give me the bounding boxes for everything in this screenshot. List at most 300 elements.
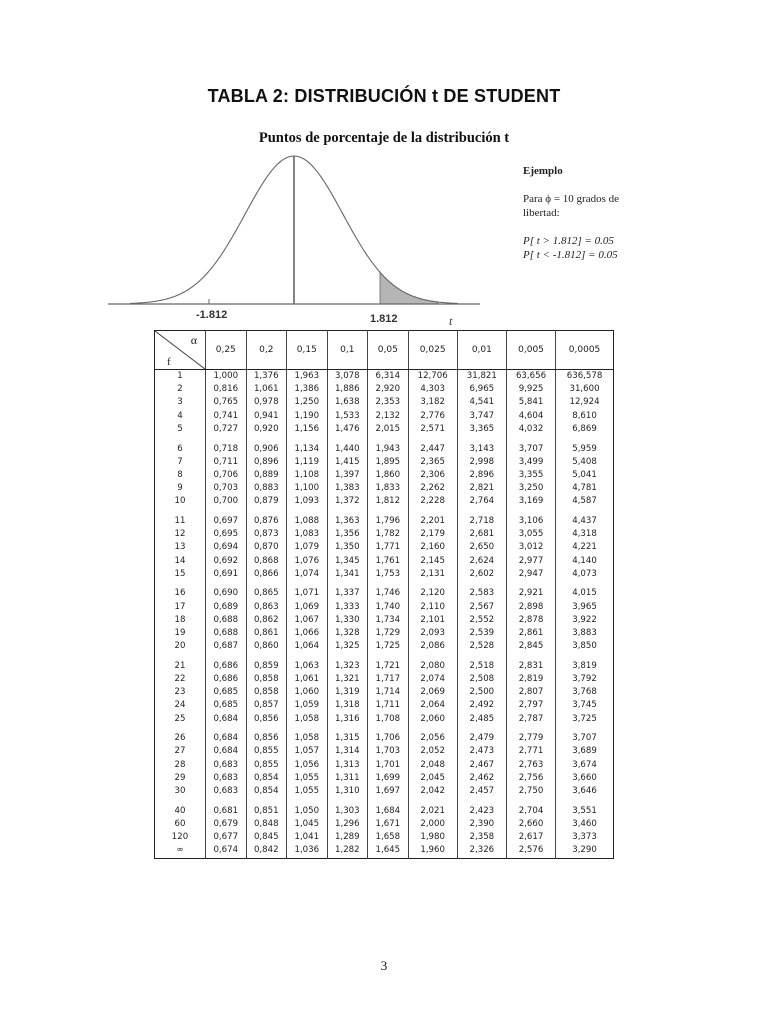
df-cell: 30 [174, 786, 186, 797]
df-cell: 17 [174, 601, 186, 612]
df-cell: 20 [174, 641, 186, 652]
value-cell: 2,110 [408, 601, 457, 614]
value-cell: 1,753 [368, 568, 409, 581]
df-cell: 19 [174, 627, 186, 638]
value-cell: 1,076 [287, 554, 328, 567]
value-cell: 1,000 [206, 370, 247, 384]
table-row [155, 482, 614, 495]
table-row [155, 699, 614, 712]
value-cell: 0,978 [246, 396, 287, 409]
value-cell: 0,688 [206, 627, 247, 640]
value-cell: 2,048 [408, 759, 457, 772]
value-cell: 1,289 [327, 831, 368, 844]
value-cell: 1,740 [368, 601, 409, 614]
value-cell: 2,819 [506, 673, 555, 686]
t-axis-label: t [449, 314, 453, 328]
value-cell: 0,718 [206, 442, 247, 455]
value-cell: 0,889 [246, 469, 287, 482]
value-cell: 2,878 [506, 614, 555, 627]
page-title: TABLA 2: DISTRIBUCIÓN t DE STUDENT [207, 86, 561, 106]
value-cell: 2,750 [506, 785, 555, 798]
table-row [155, 528, 614, 541]
value-cell: 2,787 [506, 713, 555, 726]
df-cell: 27 [174, 746, 186, 757]
table-row [155, 383, 614, 396]
value-cell: 2,262 [408, 482, 457, 495]
value-cell: 12,924 [556, 396, 614, 409]
value-cell: 1,058 [287, 732, 328, 745]
value-cell: 1,325 [327, 640, 368, 653]
df-cell: 1 [177, 371, 183, 382]
value-cell: 1,328 [327, 627, 368, 640]
value-cell: 3,169 [506, 495, 555, 508]
t-table [154, 330, 614, 859]
value-cell: 0,858 [246, 673, 287, 686]
table-row [155, 805, 614, 818]
right-critical-label: 1.812 [370, 313, 398, 325]
value-cell: 3,646 [556, 785, 614, 798]
value-cell: 3,250 [506, 482, 555, 495]
value-cell: 3,745 [556, 699, 614, 712]
value-cell: 1,055 [287, 785, 328, 798]
table-row [155, 745, 614, 758]
value-cell: 2,845 [506, 640, 555, 653]
value-cell: 2,457 [457, 785, 506, 798]
alpha-header: 0,0005 [556, 331, 614, 370]
value-cell: 1,703 [368, 745, 409, 758]
value-cell: 1,050 [287, 805, 328, 818]
df-cell: 8 [177, 469, 183, 480]
value-cell: 2,093 [408, 627, 457, 640]
value-cell: 3,499 [506, 456, 555, 469]
example-text: Para ϕ = 10 grados de libertad: [523, 193, 619, 219]
value-cell: 0,941 [246, 410, 287, 423]
value-cell: 1,658 [368, 831, 409, 844]
example-box [523, 164, 653, 262]
header-row [155, 331, 614, 370]
value-cell: 2,567 [457, 601, 506, 614]
value-cell: 2,764 [457, 495, 506, 508]
value-cell: 5,841 [506, 396, 555, 409]
left-critical-label: -1.812 [196, 309, 228, 321]
table-row [155, 772, 614, 785]
value-cell: 1,061 [287, 673, 328, 686]
value-cell: 2,583 [457, 587, 506, 600]
df-cell: 120 [171, 832, 189, 843]
table-body [155, 370, 614, 859]
value-cell: 1,356 [327, 528, 368, 541]
value-cell: 3,850 [556, 640, 614, 653]
value-cell: 0,686 [206, 660, 247, 673]
df-cell: 13 [174, 542, 186, 553]
value-cell: 2,056 [408, 732, 457, 745]
value-cell: 2,807 [506, 686, 555, 699]
value-cell: 3,365 [457, 423, 506, 436]
value-cell: 3,012 [506, 541, 555, 554]
value-cell: 0,854 [246, 785, 287, 798]
value-cell: 0,868 [246, 554, 287, 567]
value-cell: 2,831 [506, 660, 555, 673]
value-cell: 0,685 [206, 699, 247, 712]
value-cell: 3,674 [556, 759, 614, 772]
value-cell: 0,860 [246, 640, 287, 653]
value-cell: 2,920 [368, 383, 409, 396]
value-cell: 1,963 [287, 370, 328, 384]
value-cell: 1,383 [327, 482, 368, 495]
table-row [155, 660, 614, 673]
value-cell: 1,056 [287, 759, 328, 772]
value-cell: 0,694 [206, 541, 247, 554]
value-cell: 0,677 [206, 831, 247, 844]
value-cell: 2,132 [368, 410, 409, 423]
value-cell: 2,015 [368, 423, 409, 436]
value-cell: 0,695 [206, 528, 247, 541]
value-cell: 1,330 [327, 614, 368, 627]
value-cell: 0,703 [206, 482, 247, 495]
table-row [155, 614, 614, 627]
df-cell: 18 [174, 614, 186, 625]
value-cell: 4,587 [556, 495, 614, 508]
value-cell: 1,036 [287, 844, 328, 859]
value-cell: 0,857 [246, 699, 287, 712]
value-cell: 3,055 [506, 528, 555, 541]
value-cell: 1,782 [368, 528, 409, 541]
value-cell: 2,160 [408, 541, 457, 554]
value-cell: 2,423 [457, 805, 506, 818]
table-row [155, 469, 614, 482]
alpha-header: 0,01 [457, 331, 506, 370]
value-cell: 3,707 [556, 732, 614, 745]
alpha-header: 0,2 [246, 331, 287, 370]
value-cell: 1,895 [368, 456, 409, 469]
table-row [155, 495, 614, 508]
value-cell: 2,977 [506, 554, 555, 567]
value-cell: 2,763 [506, 759, 555, 772]
df-cell: 28 [174, 759, 186, 770]
alpha-header: 0,25 [206, 331, 247, 370]
value-cell: 5,959 [556, 442, 614, 455]
df-cell: 4 [177, 410, 183, 421]
value-cell: 5,041 [556, 469, 614, 482]
value-cell: 1,063 [287, 660, 328, 673]
value-cell: 1,313 [327, 759, 368, 772]
value-cell: 4,318 [556, 528, 614, 541]
value-cell: 1,321 [327, 673, 368, 686]
value-cell: 1,645 [368, 844, 409, 859]
value-cell: 12,706 [408, 370, 457, 384]
value-cell: 2,462 [457, 772, 506, 785]
value-cell: 1,796 [368, 515, 409, 528]
value-cell: 1,296 [327, 818, 368, 831]
value-cell: 8,610 [556, 410, 614, 423]
alpha-header: 0,05 [368, 331, 409, 370]
value-cell: 63,656 [506, 370, 555, 384]
value-cell: 1,057 [287, 745, 328, 758]
value-cell: 0,687 [206, 640, 247, 653]
table-row [155, 554, 614, 567]
value-cell: 1,812 [368, 495, 409, 508]
value-cell: 2,101 [408, 614, 457, 627]
value-cell: 2,998 [457, 456, 506, 469]
value-cell: 1,345 [327, 554, 368, 567]
df-cell: 15 [174, 568, 186, 579]
value-cell: 0,883 [246, 482, 287, 495]
df-cell: 60 [174, 818, 186, 829]
value-cell: 1,476 [327, 423, 368, 436]
value-cell: 0,851 [246, 805, 287, 818]
value-cell: 1,701 [368, 759, 409, 772]
value-cell: 2,045 [408, 772, 457, 785]
table-row [155, 831, 614, 844]
value-cell: 2,365 [408, 456, 457, 469]
right-tail-area [380, 272, 438, 304]
value-cell: 31,600 [556, 383, 614, 396]
value-cell: 1,319 [327, 686, 368, 699]
table-row [155, 640, 614, 653]
value-cell: 1,711 [368, 699, 409, 712]
value-cell: 0,842 [246, 844, 287, 859]
value-cell: 0,711 [206, 456, 247, 469]
value-cell: 0,855 [246, 759, 287, 772]
df-cell: 2 [177, 384, 183, 395]
value-cell: 2,131 [408, 568, 457, 581]
value-cell: 2,576 [506, 844, 555, 859]
value-cell: 0,845 [246, 831, 287, 844]
table-row [155, 410, 614, 423]
corner-header [155, 331, 206, 370]
value-cell: 0,690 [206, 587, 247, 600]
value-cell: 2,447 [408, 442, 457, 455]
table-row [155, 568, 614, 581]
value-cell: 0,684 [206, 745, 247, 758]
df-cell: 16 [174, 588, 186, 599]
value-cell: 1,071 [287, 587, 328, 600]
value-cell: 3,290 [556, 844, 614, 859]
value-cell: 1,721 [368, 660, 409, 673]
value-cell: 1,337 [327, 587, 368, 600]
value-cell: 0,906 [246, 442, 287, 455]
table-row [155, 587, 614, 600]
value-cell: 1,108 [287, 469, 328, 482]
table-row [155, 541, 614, 554]
value-cell: 0,684 [206, 732, 247, 745]
table-row [155, 396, 614, 409]
value-cell: 2,353 [368, 396, 409, 409]
df-cell: 5 [177, 423, 183, 434]
table-row [155, 844, 614, 859]
value-cell: 2,074 [408, 673, 457, 686]
value-cell: 2,821 [457, 482, 506, 495]
t-distribution-figure [108, 148, 480, 338]
value-cell: 2,473 [457, 745, 506, 758]
value-cell: 0,858 [246, 686, 287, 699]
value-cell: 2,861 [506, 627, 555, 640]
value-cell: 6,314 [368, 370, 409, 384]
value-cell: 2,201 [408, 515, 457, 528]
example-formula-2: P[ t < -1.812] = 0.05 [523, 249, 618, 261]
df-cell: 24 [174, 700, 186, 711]
value-cell: 0,727 [206, 423, 247, 436]
value-cell: 1,190 [287, 410, 328, 423]
value-cell: 0,697 [206, 515, 247, 528]
value-cell: 2,660 [506, 818, 555, 831]
value-cell: 2,179 [408, 528, 457, 541]
value-cell: 1,045 [287, 818, 328, 831]
value-cell: 4,221 [556, 541, 614, 554]
value-cell: 1,714 [368, 686, 409, 699]
value-cell: 0,691 [206, 568, 247, 581]
value-cell: 1,303 [327, 805, 368, 818]
value-cell: 0,688 [206, 614, 247, 627]
value-cell: 2,080 [408, 660, 457, 673]
value-cell: 2,086 [408, 640, 457, 653]
value-cell: 0,920 [246, 423, 287, 436]
value-cell: 2,571 [408, 423, 457, 436]
value-cell: 1,041 [287, 831, 328, 844]
value-cell: 2,552 [457, 614, 506, 627]
value-cell: 1,282 [327, 844, 368, 859]
value-cell: 0,692 [206, 554, 247, 567]
value-cell: 1,083 [287, 528, 328, 541]
value-cell: 2,145 [408, 554, 457, 567]
value-cell: 0,876 [246, 515, 287, 528]
value-cell: 1,061 [246, 383, 287, 396]
value-cell: 1,060 [287, 686, 328, 699]
value-cell: 0,765 [206, 396, 247, 409]
value-cell: 0,866 [246, 568, 287, 581]
value-cell: 2,060 [408, 713, 457, 726]
df-cell: 26 [174, 733, 186, 744]
value-cell: 1,943 [368, 442, 409, 455]
value-cell: 6,869 [556, 423, 614, 436]
value-cell: 1,323 [327, 660, 368, 673]
value-cell: 2,718 [457, 515, 506, 528]
value-cell: 4,437 [556, 515, 614, 528]
value-cell: 2,479 [457, 732, 506, 745]
df-cell: 10 [174, 496, 186, 507]
value-cell: 3,689 [556, 745, 614, 758]
value-cell: 1,119 [287, 456, 328, 469]
value-cell: 4,032 [506, 423, 555, 436]
value-cell: 2,779 [506, 732, 555, 745]
value-cell: 1,333 [327, 601, 368, 614]
df-cell: 40 [174, 805, 186, 816]
value-cell: 1,771 [368, 541, 409, 554]
alpha-header: 0,025 [408, 331, 457, 370]
df-cell: 23 [174, 687, 186, 698]
value-cell: 1,363 [327, 515, 368, 528]
value-cell: 0,856 [246, 732, 287, 745]
value-cell: 1,067 [287, 614, 328, 627]
value-cell: 2,756 [506, 772, 555, 785]
value-cell: 1,250 [287, 396, 328, 409]
value-cell: 1,746 [368, 587, 409, 600]
alpha-header: 0,005 [506, 331, 555, 370]
value-cell: 0,706 [206, 469, 247, 482]
value-cell: 1,310 [327, 785, 368, 798]
value-cell: 1,318 [327, 699, 368, 712]
value-cell: 2,528 [457, 640, 506, 653]
df-cell: 25 [174, 713, 186, 724]
value-cell: 9,925 [506, 383, 555, 396]
value-cell: 2,021 [408, 805, 457, 818]
value-cell: 1,315 [327, 732, 368, 745]
value-cell: 2,358 [457, 831, 506, 844]
value-cell: 0,854 [246, 772, 287, 785]
value-cell: 0,679 [206, 818, 247, 831]
df-cell: ∞ [176, 845, 184, 856]
df-symbol: f [167, 356, 171, 368]
value-cell: 2,052 [408, 745, 457, 758]
value-cell: 3,551 [556, 805, 614, 818]
value-cell: 3,078 [327, 370, 368, 384]
value-cell: 4,303 [408, 383, 457, 396]
table-row [155, 370, 614, 384]
value-cell: 1,314 [327, 745, 368, 758]
df-cell: 7 [177, 456, 183, 467]
table-row [155, 732, 614, 745]
value-cell: 1,134 [287, 442, 328, 455]
value-cell: 2,797 [506, 699, 555, 712]
value-cell: 2,921 [506, 587, 555, 600]
value-cell: 2,896 [457, 469, 506, 482]
value-cell: 0,873 [246, 528, 287, 541]
df-cell: 14 [174, 555, 186, 566]
alpha-header: 0,1 [327, 331, 368, 370]
value-cell: 1,725 [368, 640, 409, 653]
value-cell: 1,341 [327, 568, 368, 581]
value-cell: 3,922 [556, 614, 614, 627]
value-cell: 2,681 [457, 528, 506, 541]
value-cell: 0,865 [246, 587, 287, 600]
table-row [155, 627, 614, 640]
value-cell: 1,397 [327, 469, 368, 482]
value-cell: 0,862 [246, 614, 287, 627]
value-cell: 1,064 [287, 640, 328, 653]
value-cell: 3,660 [556, 772, 614, 785]
value-cell: 1,706 [368, 732, 409, 745]
table-row [155, 601, 614, 614]
value-cell: 6,965 [457, 383, 506, 396]
value-cell: 1,671 [368, 818, 409, 831]
value-cell: 2,492 [457, 699, 506, 712]
value-cell: 2,947 [506, 568, 555, 581]
value-cell: 3,182 [408, 396, 457, 409]
value-cell: 1,059 [287, 699, 328, 712]
value-cell: 1,055 [287, 772, 328, 785]
value-cell: 0,685 [206, 686, 247, 699]
value-cell: 2,306 [408, 469, 457, 482]
table-row [155, 713, 614, 726]
value-cell: 2,485 [457, 713, 506, 726]
value-cell: 1,386 [287, 383, 328, 396]
table-row [155, 818, 614, 831]
value-cell: 0,856 [246, 713, 287, 726]
value-cell: 1,734 [368, 614, 409, 627]
table-row [155, 456, 614, 469]
value-cell: 1,079 [287, 541, 328, 554]
table-row [155, 759, 614, 772]
table-row [155, 673, 614, 686]
value-cell: 1,697 [368, 785, 409, 798]
value-cell: 1,717 [368, 673, 409, 686]
value-cell: 0,683 [206, 759, 247, 772]
value-cell: 1,156 [287, 423, 328, 436]
value-cell: 0,879 [246, 495, 287, 508]
value-cell: 0,674 [206, 844, 247, 859]
value-cell: 2,000 [408, 818, 457, 831]
value-cell: 0,683 [206, 785, 247, 798]
